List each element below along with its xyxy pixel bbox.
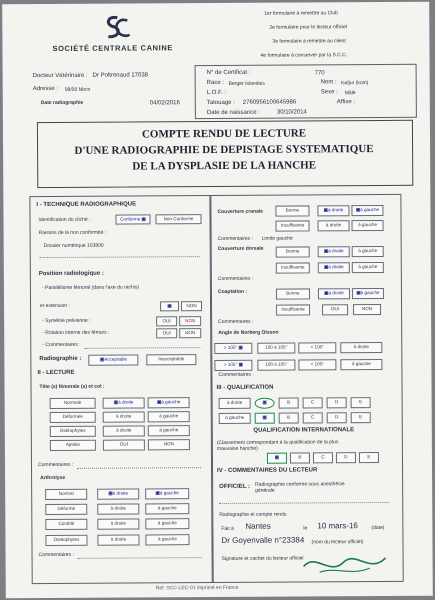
gt-label: < 100°	[310, 344, 325, 350]
vet-address: 08/00 Nbco	[64, 86, 91, 93]
sexe-label: Sexe :	[320, 89, 338, 96]
row-label: Aplatie	[65, 441, 80, 447]
conforme-checkbox[interactable]	[115, 214, 150, 224]
couverture-cranale-label: Couverture cranale	[217, 208, 264, 215]
droite-label: à droite	[327, 207, 344, 213]
qualif-droite[interactable]	[219, 398, 251, 409]
droite-label: à droite	[112, 490, 129, 496]
check-mark-icon: ▣	[355, 207, 361, 213]
sexe-value: Mâle	[344, 90, 356, 97]
parallelisme-label: - Parallélisme fémoral (dans l'axe du rachis)	[41, 284, 140, 292]
oui-label: OUI	[162, 318, 171, 324]
droite-label: à droite	[118, 399, 134, 405]
dors-bonne[interactable]	[276, 246, 310, 257]
check-mark-icon: ▣	[155, 490, 160, 496]
coaptation-label: Coaptation :	[217, 288, 248, 295]
coap-insuffisante[interactable]	[276, 304, 310, 315]
date-radio-value: 04/02/2016	[149, 100, 180, 107]
qi-d[interactable]	[336, 452, 356, 463]
lt-label: > 105°	[223, 344, 238, 350]
grade-c: C	[311, 414, 315, 420]
row-label: Déformé	[57, 505, 76, 511]
naissance-label: Date de naissance :	[206, 109, 260, 117]
inacceptable-label: Inacceptable	[158, 356, 185, 362]
inacceptable-checkbox[interactable]	[146, 354, 196, 365]
title-line-3: DE LA DYSPLASIE DE LA HANCHE	[132, 159, 317, 173]
date-radio-label: Date radiographie	[40, 99, 84, 107]
arth-comble-droite[interactable]	[97, 518, 139, 529]
cran-commentaires-label: Commentaires :	[217, 235, 253, 242]
gauche-label: à gauche	[157, 505, 177, 511]
instruction-4: 4e formulaire à conserver par la S.C.C.	[260, 52, 348, 59]
signature-label: Signature et cachet du lecteur officiel	[221, 555, 304, 562]
gauche-label: à gauche	[358, 222, 378, 228]
norberg-lt-droite[interactable]	[214, 343, 252, 354]
raisons-label: Raisons de la non conformité :	[38, 229, 107, 237]
tete-deformee-gauche[interactable]	[148, 411, 190, 422]
lt-label: > 105°	[223, 361, 238, 367]
fait-a-label: Fait à	[221, 525, 234, 532]
arth-row-comble[interactable]	[45, 519, 87, 530]
grade-e: E	[367, 454, 371, 460]
gauche-label: à gauche	[159, 490, 179, 496]
qi-c[interactable]	[313, 452, 333, 463]
gauche-label: à gauche	[157, 536, 177, 542]
norberg-gt-gauche[interactable]	[298, 359, 336, 370]
row-label: Déformée	[62, 413, 83, 419]
officiel-label: OFFICIEL :	[219, 483, 251, 490]
tete-label: Tête (s) fémorale (s) et col :	[39, 383, 105, 391]
gauche-label: à gauche	[225, 414, 245, 420]
qi-title: QUALIFICATION INTERNATIONALE	[253, 427, 355, 434]
droite-label: à droite	[110, 520, 127, 526]
fait-date: 10 mars-16	[317, 521, 358, 531]
arth-deforme-droite[interactable]	[97, 503, 139, 514]
non-label: NON	[186, 303, 197, 309]
symetrie-non-checkbox[interactable]	[179, 316, 201, 326]
row-label: Ostéophytes	[53, 536, 80, 543]
technique-title: I - TECHNIQUE RADIOGRAPHIQUE	[36, 201, 137, 209]
qualif-g-a[interactable]	[255, 413, 275, 424]
bonne-label: Bonne	[285, 207, 300, 213]
tete-row-normale[interactable]	[50, 398, 96, 409]
tatouage-label: Tatouage :	[206, 99, 235, 107]
check-mark-icon: ▣	[156, 399, 162, 405]
dors-insuff-droite[interactable]	[318, 262, 350, 273]
norberg-droite[interactable]	[340, 342, 382, 353]
gauche-label: à gauche	[360, 207, 380, 213]
gauche-label: à gauche	[358, 264, 378, 270]
tete-osteophytes-droite[interactable]	[103, 425, 145, 436]
non-label: NON	[185, 330, 196, 336]
check-mark-icon: ▣	[274, 454, 280, 460]
row-label: Comblé	[58, 520, 75, 526]
officiel-text: Radiographie conforme sous anesthésie générale	[255, 481, 345, 494]
qualif-d-a[interactable]	[255, 398, 275, 409]
non-conforme-checkbox[interactable]	[155, 214, 201, 224]
grade-c: C	[321, 454, 325, 460]
check-mark-icon: ▣	[324, 290, 329, 296]
nom-label: Nom :	[320, 79, 337, 86]
qi-b[interactable]	[290, 452, 310, 463]
droite-label: à droite	[110, 536, 127, 542]
ident-label: Identification du cliché :	[38, 216, 91, 224]
qualif-g-c[interactable]	[303, 412, 323, 423]
gauche-label: à gauche	[360, 290, 380, 296]
dors-insuff-gauche[interactable]	[352, 262, 384, 273]
cran-bonne-droite[interactable]	[317, 205, 349, 216]
cran-insuffisante[interactable]	[276, 220, 310, 231]
rotation-non-checkbox[interactable]	[179, 328, 201, 338]
lecteur-suffix: (nom du lecteur officiel)	[311, 539, 364, 546]
naissance-value: 30/10/2014	[276, 109, 307, 116]
grade-b: B	[287, 414, 291, 420]
race-label: Race :	[206, 79, 225, 87]
grade-d: D	[344, 454, 348, 460]
grade-b: B	[298, 454, 302, 460]
gauche-label: à gauche	[161, 399, 181, 405]
cert-value: 770	[314, 70, 325, 77]
norberg-title: Angle de Norberg Olsson	[218, 329, 279, 336]
lof-label: L.O.F. :	[206, 89, 227, 97]
arth-comble-gauche[interactable]	[145, 518, 189, 529]
gauche-label: à gauche	[351, 361, 371, 367]
n100-label: 100 à 105°	[265, 361, 288, 367]
non-label: NON	[185, 318, 196, 324]
cran-insuff-gauche[interactable]	[352, 220, 384, 231]
arth-osteophytes-droite[interactable]	[97, 534, 139, 545]
lecteur-name: Dr Goyenvalle n°23384	[221, 535, 305, 545]
coap-bonne-gauche[interactable]	[352, 288, 384, 299]
cran-bonne[interactable]	[275, 205, 309, 216]
norberg-commentaires-label: Commentaires :	[218, 371, 254, 378]
tete-aplatie-oui[interactable]	[103, 439, 145, 450]
couverture-dorsale-label: Couverture dorsale	[217, 245, 264, 252]
check-mark-icon: ▣	[237, 361, 243, 367]
signature-scribble	[300, 546, 390, 583]
tete-aplatie-non[interactable]	[148, 439, 190, 450]
rotation-oui-checkbox[interactable]	[156, 328, 177, 338]
check-mark-icon: ▣	[323, 248, 329, 254]
commentaires-title: IV - COMMENTAIRES DU LECTEUR	[217, 467, 318, 475]
non-label: NON	[361, 306, 373, 312]
coap-non[interactable]	[353, 304, 381, 315]
norberg-100-droite[interactable]	[257, 343, 295, 354]
tete-row-osteophytes[interactable]	[50, 426, 96, 437]
droite-label: à droite	[328, 290, 344, 296]
instruction-1: 1er formulaire à remettre au Club	[264, 10, 338, 17]
tatouage-value: 2760956100645986	[242, 99, 297, 106]
arth-osteophytes-gauche[interactable]	[145, 534, 189, 545]
norberg-lt-gauche[interactable]	[214, 360, 252, 371]
insuffisante-label: Insuffisante	[281, 264, 305, 270]
nom-value: Isafjur (kom)	[340, 80, 369, 87]
droite-label: à droite	[110, 505, 126, 511]
vet-name: Dr Poltrenaud 17038	[92, 72, 149, 79]
row-label: Normal	[58, 490, 74, 496]
oui-label: OUI	[330, 306, 340, 312]
droite-label: à droite	[116, 413, 132, 419]
qualif-g-b[interactable]	[279, 413, 299, 424]
coap-bonne-droite[interactable]	[318, 288, 350, 299]
acceptable-checkbox[interactable]	[88, 354, 138, 365]
qualif-g-d[interactable]	[327, 412, 347, 423]
raisons-value: Dossier numérique 103800	[43, 242, 104, 250]
coap-commentaires-label: Commentaires :	[218, 318, 254, 325]
dors-bonne-droite[interactable]	[318, 246, 350, 257]
norberg-gauche[interactable]	[340, 359, 382, 370]
droite-label: à droite	[325, 222, 342, 228]
tete-row-aplatie[interactable]	[50, 440, 96, 451]
dors-bonne-gauche[interactable]	[352, 246, 384, 257]
gauche-label: à gauche	[358, 248, 378, 254]
check-mark-icon: ▣	[108, 490, 113, 496]
cert-label: N° de Certificat :	[206, 69, 251, 77]
qualif-gauche[interactable]	[219, 413, 251, 424]
droite-label: à droite	[328, 264, 344, 270]
tete-deformee-droite[interactable]	[103, 411, 145, 422]
droite-label: à droite	[116, 427, 132, 433]
address-label: Adresse :	[32, 85, 59, 93]
qualif-d-d[interactable]	[327, 397, 347, 408]
tete-normale-gauche[interactable]	[148, 397, 190, 408]
arth-comment-label: Commentaires :	[38, 551, 74, 559]
bonne-label: Bonne	[286, 248, 300, 254]
n100-label: 100 à 105°	[265, 344, 288, 350]
norberg-100-gauche[interactable]	[257, 360, 295, 371]
scc-logo	[97, 15, 131, 43]
date-suffix: (date)	[371, 524, 385, 532]
dors-commentaires-label: Commentaires :	[217, 275, 254, 282]
rotation-label: - Rotation interne des fémurs :	[42, 329, 110, 337]
extension-oui-checkbox[interactable]	[160, 301, 179, 311]
instruction-3: 3e formulaire à remettre au client	[272, 38, 346, 45]
gauche-label: à gauche	[159, 413, 179, 419]
race-value: Berger Islandais	[228, 80, 265, 87]
insuffisante-label: Insuffisante	[281, 306, 305, 312]
extension-label: et extension :	[40, 302, 70, 310]
qi-text: (Classement correspondant à la qualification de la plus mauvaise hanche)	[216, 439, 339, 453]
check-mark-icon: ▣	[167, 303, 172, 309]
acceptable-label: Acceptable	[104, 356, 127, 362]
affixe-label: Affixe :	[336, 99, 356, 106]
non-label: NON	[163, 441, 175, 447]
gauche-label: à gauche	[159, 427, 179, 433]
row-label: Ostéophytes	[59, 427, 86, 433]
footer-ref: Ref: SCC-LEC-01 imprimé en France	[155, 584, 239, 592]
cran-comment-value: Limite gauche	[261, 235, 293, 242]
droite-label: à droite	[328, 248, 344, 254]
title-line-2: D'UNE RADIOGRAPHIE DE DEPISTAGE SYSTEMATIQUE	[74, 143, 374, 157]
le-label: le	[303, 525, 308, 532]
droite-label: à droite	[353, 344, 369, 350]
radiographie-label: Radiographie :	[39, 355, 82, 363]
grade-c: C	[310, 399, 315, 405]
lecture-comment-label: Commentaires :	[37, 461, 74, 469]
qualif-d-e[interactable]	[351, 397, 371, 408]
instruction-2: 2e formulaire pour le lecteur officiel	[269, 24, 348, 31]
grade-e: E	[359, 399, 363, 405]
tete-osteophytes-gauche[interactable]	[148, 425, 190, 436]
bonne-label: Bonne	[286, 290, 300, 296]
check-mark-icon: ▣	[237, 344, 243, 350]
arth-deforme-gauche[interactable]	[145, 503, 189, 514]
row-label: Normale	[63, 399, 82, 405]
qualif-d-c[interactable]	[303, 397, 323, 408]
droite-label: à droite	[226, 399, 243, 405]
symetrie-oui-checkbox[interactable]	[156, 316, 177, 326]
arth-normal-droite[interactable]	[97, 488, 139, 499]
non-conforme-label: Non Conforme	[163, 216, 194, 222]
arth-normal-gauche[interactable]	[145, 488, 189, 499]
oui-label: OUI	[162, 330, 171, 336]
check-mark-icon: ▣	[323, 264, 329, 270]
coap-oui[interactable]	[322, 304, 348, 315]
check-mark-icon: ▣	[323, 207, 328, 213]
arth-row-deforme[interactable]	[45, 504, 87, 515]
arthrolyse-label: Arthrolyse	[40, 474, 66, 482]
check-mark-icon: ▣	[262, 399, 267, 405]
qualif-title: III - QUALIFICATION	[216, 384, 274, 392]
commentaires-label: - Commentaires :	[42, 341, 81, 349]
fait-a-ville: Nantes	[245, 521, 271, 531]
grade-b: B	[287, 399, 291, 405]
dors-insuffisante[interactable]	[276, 262, 310, 273]
qi-e[interactable]	[359, 452, 379, 463]
gauche-label: à gauche	[157, 520, 177, 526]
lecture-title: II - LECTURE	[37, 369, 75, 377]
cran-insuff-droite[interactable]	[318, 220, 350, 231]
check-mark-icon: ▣	[262, 414, 267, 420]
coap-bonne[interactable]	[276, 288, 310, 299]
vet-title: Docteur Vétérinaire :	[32, 72, 88, 80]
cran-bonne-gauche[interactable]	[351, 205, 383, 216]
check-mark-icon: ▣	[140, 216, 146, 222]
conforme-line-label: Radiographie et compte rendu	[219, 511, 287, 518]
check-mark-icon: ▣	[99, 356, 105, 362]
gt-label: < 100°	[310, 361, 325, 367]
qi-a[interactable]	[267, 453, 287, 464]
title-line-1: COMPTE RENDU DE LECTURE	[141, 127, 307, 141]
tete-row-deformee[interactable]	[50, 412, 96, 423]
insuffisante-label: Insuffisante	[280, 222, 305, 228]
qualif-g-e[interactable]	[351, 412, 371, 423]
arth-row-osteophytes[interactable]	[45, 535, 87, 546]
society-name: SOCIÉTÉ CENTRALE CANINE	[52, 43, 173, 54]
certificate-sheet	[2, 2, 433, 599]
extension-non-checkbox[interactable]	[181, 301, 202, 311]
check-mark-icon: ▣	[356, 290, 361, 296]
symetrie-label: - Symétrie pelvienne :	[42, 317, 91, 325]
qualif-d-b[interactable]	[279, 398, 299, 409]
grade-d: D	[335, 414, 339, 420]
arth-row-normal[interactable]	[45, 489, 87, 500]
norberg-gt-droite[interactable]	[298, 342, 336, 353]
tete-normale-droite[interactable]	[103, 397, 145, 408]
conforme-label: Conforme	[120, 216, 141, 222]
grade-e: E	[359, 414, 363, 420]
grade-d: D	[334, 399, 339, 405]
position-title: Position radiologique :	[38, 270, 104, 278]
check-mark-icon: ▣	[113, 399, 119, 405]
oui-label: OUI	[119, 441, 128, 447]
